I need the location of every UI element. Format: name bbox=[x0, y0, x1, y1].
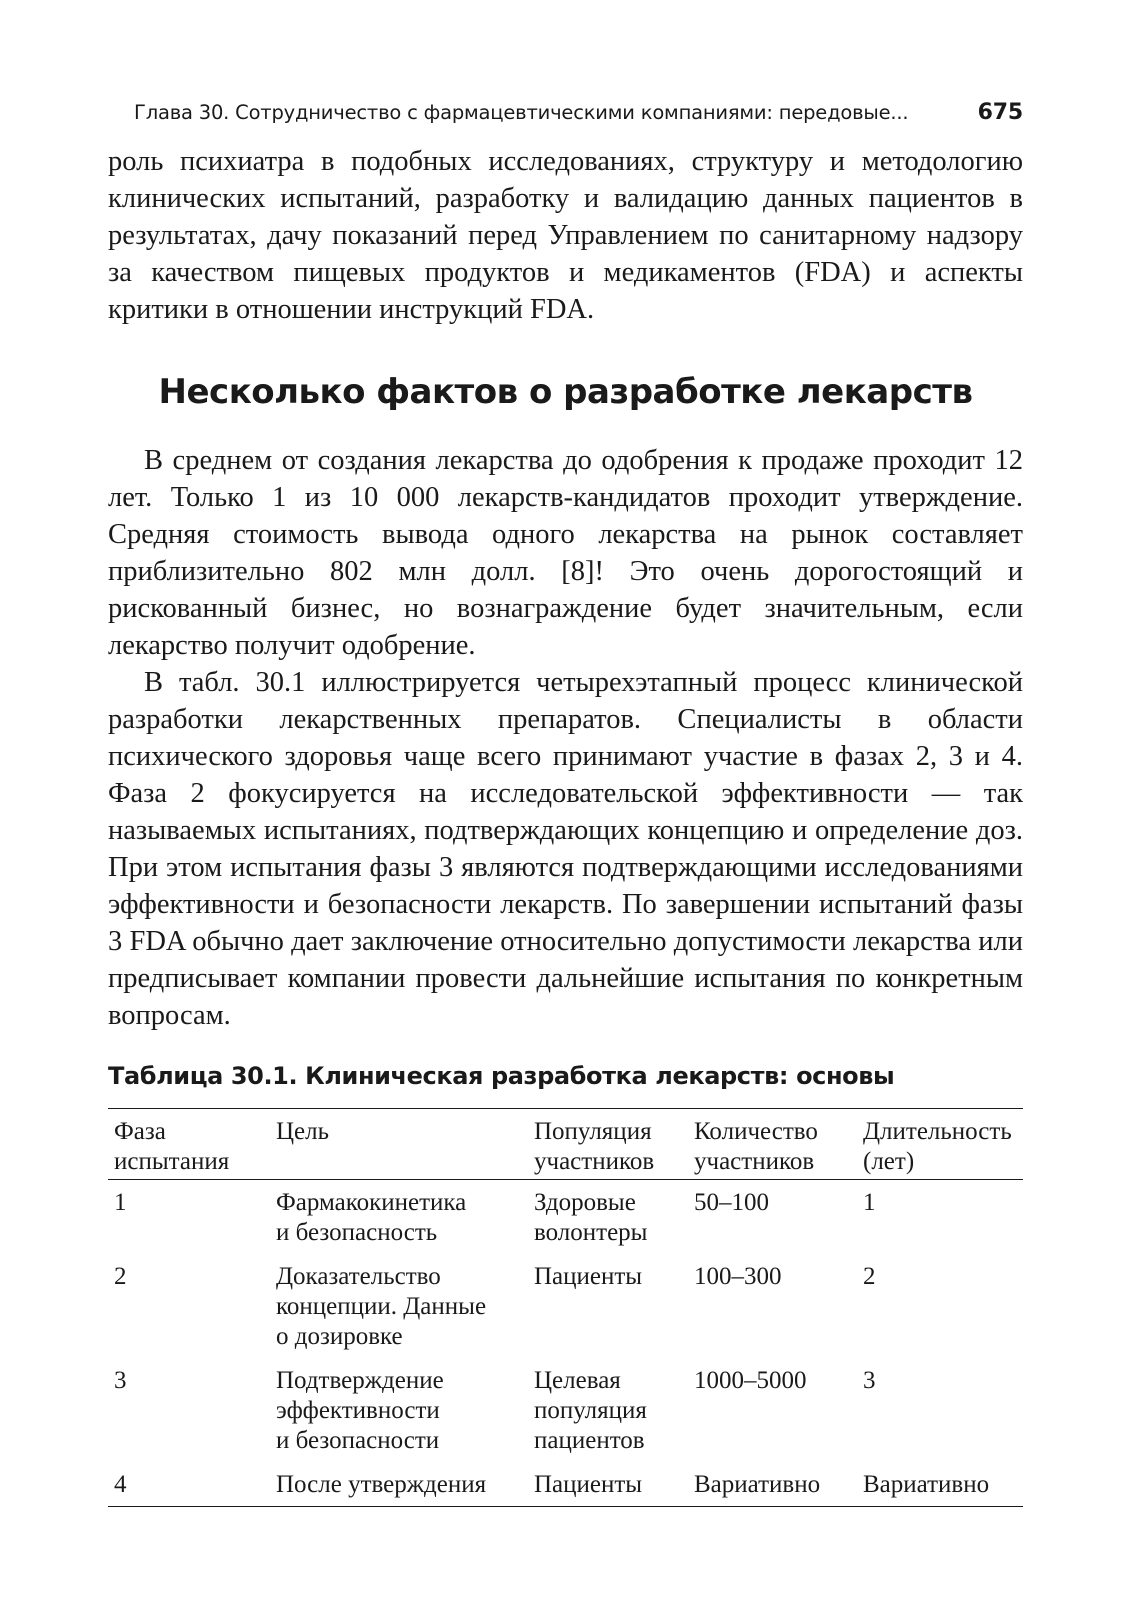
header-count-line-2: участников bbox=[694, 1148, 815, 1175]
table-row bbox=[108, 1358, 1023, 1462]
intro-paragraph: роль психиатра в подобных исследованиях, структуру и методологию клинических испытаний, разработку и валидацию данных пациентов в результатах, дачу показаний перед Управлением по санитарному надзору за качеством пищевых продуктов и медикаментов (FDA) и аспекты критики в отношении инструкций FDA. bbox=[108, 146, 1023, 325]
cell-phase: 3 bbox=[114, 1367, 127, 1394]
cell-population-line: волонтеры bbox=[534, 1219, 648, 1246]
cell-goal-line: После утверждения bbox=[276, 1471, 487, 1498]
header-phase-line-2: испытания bbox=[114, 1148, 230, 1175]
section-paragraph-1: В среднем от создания лекарства до одобрения к продаже проходит 12 лет. Только 1 из 10 000 лекарств-кандидатов проходит утверждение. Средняя стоимость вывода одного лекарства на рынок составляет приблизительно 802 млн долл. [8]! Это очень дорогостоящий и рискованный бизнес, но вознаграждение будет значительным, если лекарство получит одобрение. bbox=[108, 445, 1023, 661]
table-row bbox=[108, 1180, 1023, 1255]
header-count-line-1: Количество bbox=[694, 1118, 818, 1145]
running-title: Глава 30. Сотрудничество с фармацевтическими компаниями: передовые... bbox=[134, 101, 909, 124]
cell-population bbox=[528, 1462, 688, 1507]
cell-goal-line: Фармакокинетика bbox=[276, 1189, 467, 1216]
table-row bbox=[108, 1254, 1023, 1358]
header-population bbox=[528, 1109, 688, 1180]
clinical-development-table bbox=[108, 1108, 1023, 1507]
header-population-line-2: участников bbox=[534, 1148, 655, 1175]
header-phase-line-1: Фаза bbox=[114, 1118, 166, 1145]
cell-population-line: Здоровые bbox=[534, 1189, 636, 1216]
page-number: 675 bbox=[977, 100, 1023, 125]
cell-population bbox=[528, 1254, 688, 1358]
cell-goal-line: Подтверждение bbox=[276, 1367, 444, 1394]
cell-goal-line: и безопасность bbox=[276, 1219, 438, 1246]
header-goal-line-1: Цель bbox=[276, 1118, 330, 1145]
section-paragraph-2: В табл. 30.1 иллюстрируется четырехэтапный процесс клинической разработки лекарственных препаратов. Специалисты в области психического здоровья чаще всего принимают участие в фазах 2, 3 и 4. Фаза 2 фокусируется на исследовательской эффективности — так называемых испытаниях, подтверждающих концепцию и определение доз. При этом испытания фазы 3 являются подтверждающими исследованиями эффективности и безопасности лекарств. По завершении испытаний фазы 3 FDA обычно дает заключение относительно допустимости лекарства или предписывает компании провести дальнейшие испытания по конкретным вопросам. bbox=[108, 667, 1023, 1031]
cell-population-line: пациентов bbox=[534, 1427, 645, 1454]
header-population-line-1: Популяция bbox=[534, 1118, 652, 1145]
cell-count: Вариативно bbox=[694, 1471, 821, 1498]
cell-phase: 1 bbox=[114, 1189, 127, 1216]
header-duration-line-2: (лет) bbox=[863, 1148, 915, 1175]
header-duration bbox=[857, 1109, 1023, 1180]
cell-population-line: Целевая bbox=[534, 1367, 621, 1394]
cell-population-line: Пациенты bbox=[534, 1263, 643, 1290]
cell-population-line: популяция bbox=[534, 1397, 647, 1424]
cell-goal-line: эффективности bbox=[276, 1397, 440, 1424]
cell-duration: 2 bbox=[863, 1263, 876, 1290]
cell-goal bbox=[270, 1254, 528, 1358]
cell-count: 100–300 bbox=[694, 1263, 782, 1290]
cell-goal-line: и безопасности bbox=[276, 1427, 440, 1454]
cell-goal bbox=[270, 1462, 528, 1507]
header-goal bbox=[270, 1109, 528, 1180]
cell-duration: 1 bbox=[863, 1189, 876, 1216]
cell-goal-line: Доказательство bbox=[276, 1263, 441, 1290]
book-page bbox=[108, 100, 1023, 1507]
cell-goal bbox=[270, 1180, 528, 1255]
cell-goal bbox=[270, 1358, 528, 1462]
cell-goal-line: концепции. Данные bbox=[276, 1293, 487, 1320]
cell-phase: 4 bbox=[114, 1471, 127, 1498]
table-row bbox=[108, 1462, 1023, 1507]
cell-phase: 2 bbox=[114, 1263, 127, 1290]
table-caption: Таблица 30.1. Клиническая разработка лекарств: основы bbox=[108, 1062, 895, 1090]
cell-population bbox=[528, 1358, 688, 1462]
cell-population-line: Пациенты bbox=[534, 1471, 643, 1498]
header-count bbox=[688, 1109, 857, 1180]
cell-duration: 3 bbox=[863, 1367, 876, 1394]
section-title: Несколько фактов о разработке лекарств bbox=[158, 372, 973, 412]
cell-goal-line: о дозировке bbox=[276, 1323, 403, 1350]
header-duration-line-1: Длительность bbox=[863, 1118, 1012, 1145]
cell-count: 1000–5000 bbox=[694, 1367, 807, 1394]
cell-population bbox=[528, 1180, 688, 1255]
cell-duration: Вариативно bbox=[863, 1471, 990, 1498]
header-phase bbox=[108, 1109, 270, 1180]
table-header-row bbox=[108, 1109, 1023, 1180]
running-header bbox=[108, 100, 1023, 125]
cell-count: 50–100 bbox=[694, 1189, 769, 1216]
